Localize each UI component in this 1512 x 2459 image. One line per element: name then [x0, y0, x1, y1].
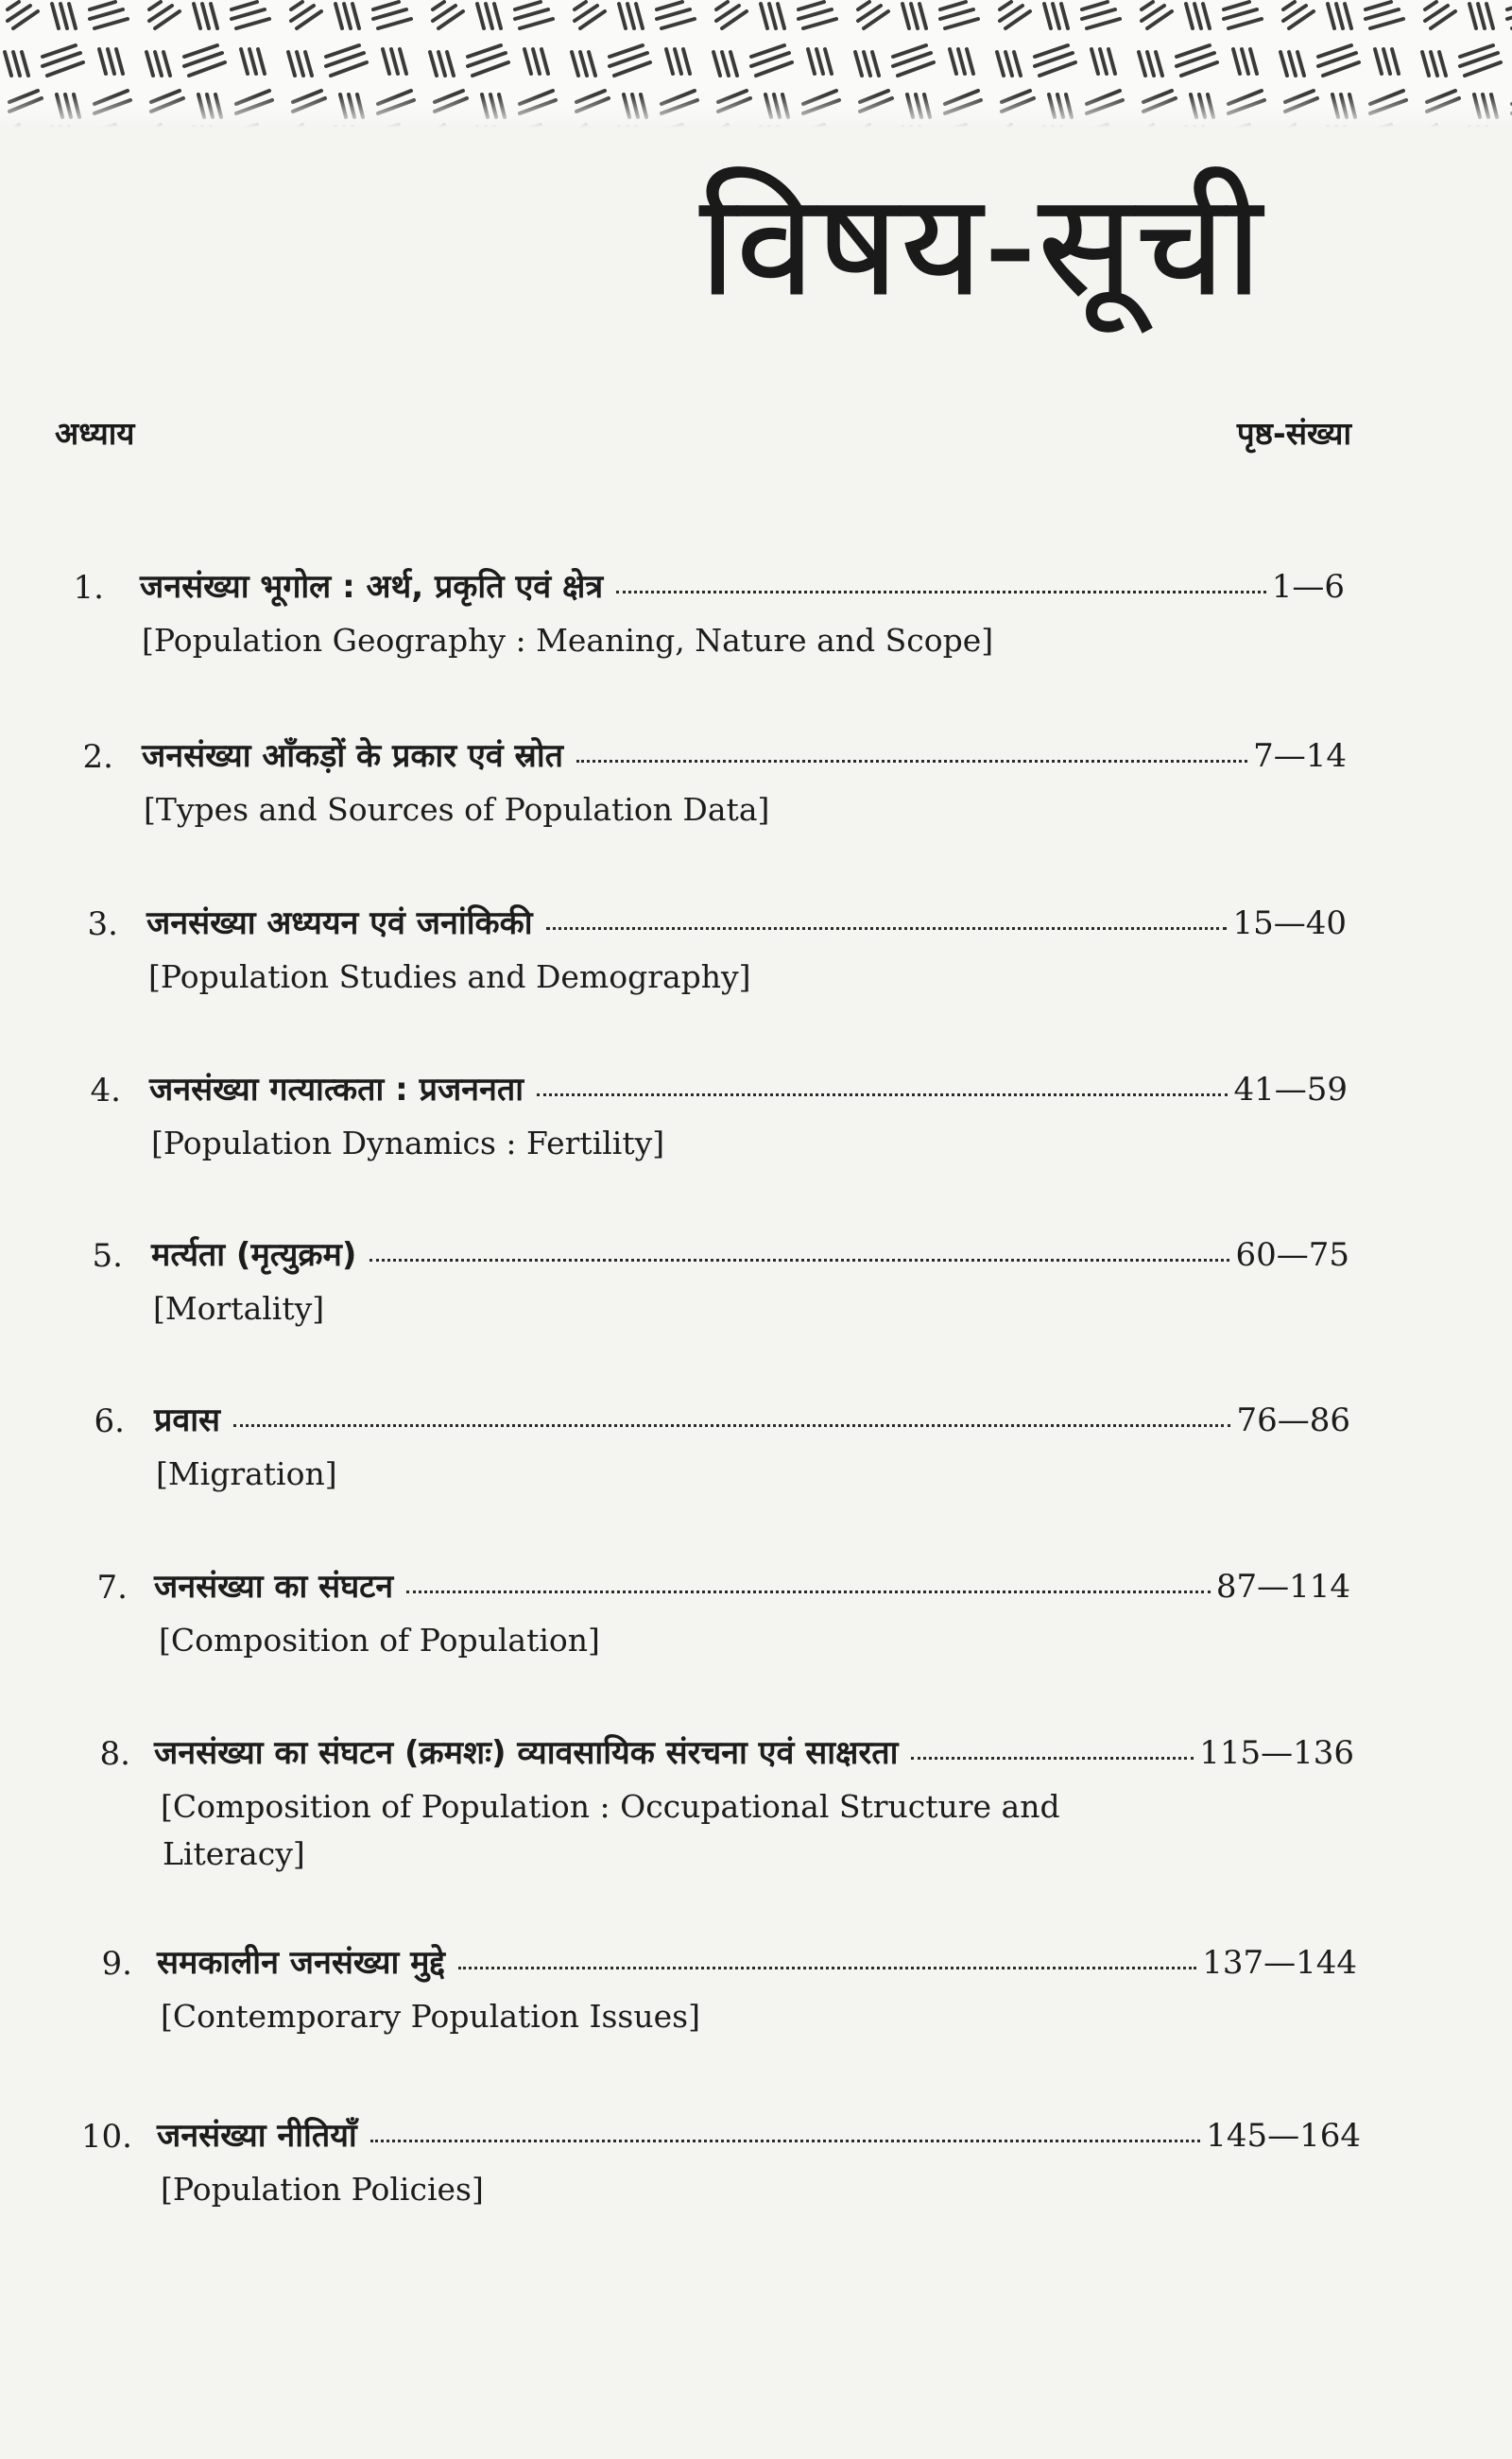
chapter-title-english: [Population Dynamics : Fertility] — [151, 1125, 665, 1161]
chapter-number: 8. — [99, 1735, 130, 1773]
page-range: 15—40 — [1232, 904, 1347, 942]
chapter-number: 5. — [92, 1237, 123, 1275]
chapter-title-english: [Mortality] — [153, 1290, 325, 1327]
chapter-number: 1. — [73, 569, 104, 607]
leader-dots — [911, 1757, 1194, 1760]
chapter-title-english: [Population Studies and Demography] — [148, 958, 751, 995]
page-range: 60—75 — [1235, 1236, 1349, 1274]
chapter-title-english-continued: Literacy] — [163, 1835, 305, 1872]
page-range: 7—14 — [1253, 737, 1347, 775]
leader-dots — [370, 2140, 1200, 2142]
chapter-title-english: [Composition of Population : Occupational Structure and — [161, 1788, 1060, 1825]
leader-dots — [616, 591, 1266, 593]
chapter-title-english: [Contemporary Population Issues] — [161, 1998, 700, 2035]
chapter-title-hindi: जनसंख्या अध्ययन एवं जनांकिकी — [146, 904, 533, 942]
chapter-number: 9. — [101, 1945, 132, 1983]
leader-dots — [406, 1591, 1211, 1593]
chapter-title-hindi: जनसंख्या का संघटन (क्रमशः) व्यावसायिक संरचना एवं साक्षरता — [154, 1734, 899, 1772]
chapter-number: 2. — [82, 738, 113, 776]
page-range: 87—114 — [1215, 1568, 1350, 1606]
chapter-title-hindi: प्रवास — [154, 1401, 221, 1439]
leader-dots — [546, 927, 1228, 930]
chapter-title-hindi: जनसंख्या गत्यात्कता : प्रजननता — [149, 1071, 524, 1109]
chapter-title-hindi: मर्त्यता (मृत्युक्रम) — [151, 1236, 357, 1274]
chapter-number: 7. — [96, 1569, 128, 1607]
chapter-title-english: [Composition of Population] — [159, 1622, 600, 1659]
page-title: विषय-सूची — [699, 163, 1264, 328]
page-range: 115—136 — [1199, 1734, 1354, 1772]
page-range: 1—6 — [1271, 568, 1345, 606]
decorative-top-pattern — [0, 0, 1512, 128]
leader-dots — [369, 1259, 1229, 1262]
chapter-title-english: [Types and Sources of Population Data] — [144, 791, 770, 828]
leader-dots — [576, 760, 1247, 763]
chapter-number: 10. — [80, 2118, 132, 2156]
page-range: 41—59 — [1233, 1071, 1348, 1109]
chapter-title-hindi: जनसंख्या आँकड़ों के प्रकार एवं स्रोत — [142, 737, 564, 775]
chapter-title-english: [Migration] — [156, 1455, 337, 1492]
page-range: 76—86 — [1236, 1401, 1350, 1439]
leader-dots — [537, 1093, 1228, 1096]
chapter-title-hindi: जनसंख्या नीतियाँ — [157, 2117, 357, 2155]
page-range: 137—144 — [1202, 1944, 1357, 1982]
chapter-title-english: [Population Geography : Meaning, Nature and Scope] — [142, 622, 994, 659]
chapter-title-hindi: समकालीन जनसंख्या मुद्दे — [157, 1944, 445, 1982]
chapter-number: 4. — [90, 1072, 121, 1109]
chapter-title-english: [Population Policies] — [161, 2171, 484, 2208]
page-number-column-heading: पृष्ठ-संख्या — [1236, 415, 1351, 452]
hatch-pattern-icon — [0, 0, 1512, 128]
chapter-title-hindi: जनसंख्या भूगोल : अर्थ, प्रकृति एवं क्षेत्र — [140, 568, 604, 606]
page-range: 145—164 — [1206, 2117, 1361, 2155]
chapter-column-heading: अध्याय — [55, 415, 135, 452]
leader-dots — [458, 1967, 1196, 1969]
leader-dots — [233, 1424, 1230, 1427]
chapter-title-hindi: जनसंख्या का संघटन — [154, 1568, 394, 1606]
chapter-number: 6. — [94, 1402, 125, 1440]
chapter-number: 3. — [87, 905, 118, 943]
